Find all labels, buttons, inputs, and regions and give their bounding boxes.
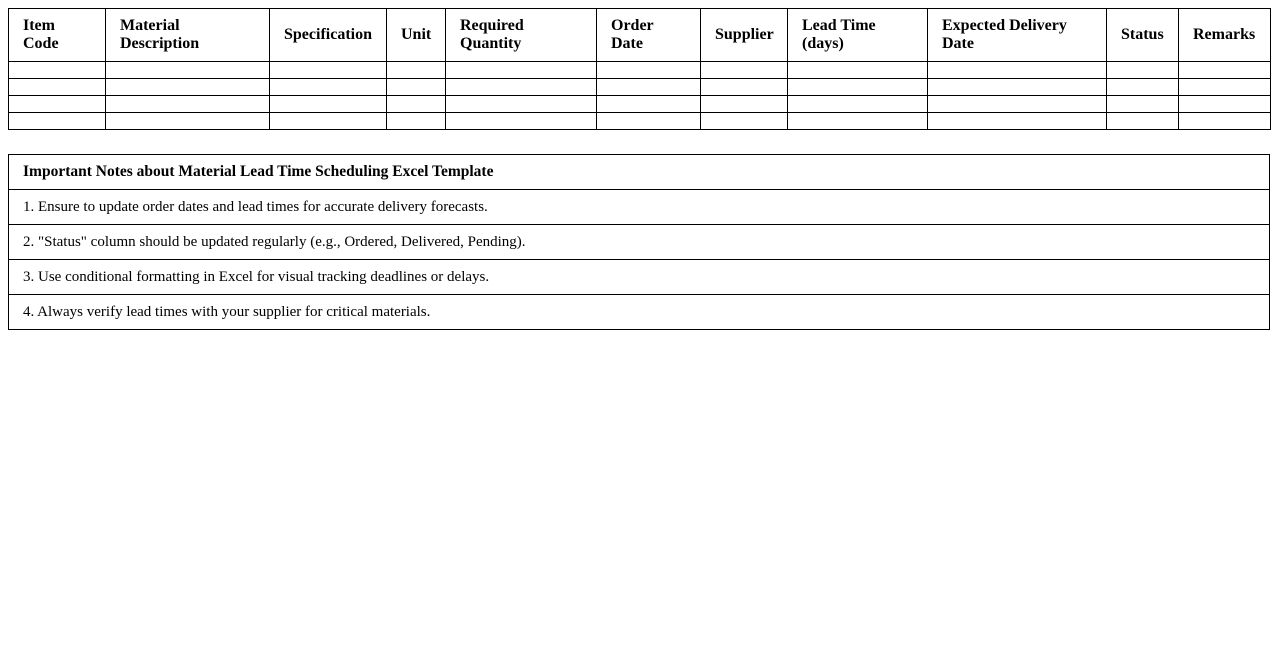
table-row: [9, 62, 1271, 79]
table-cell[interactable]: [1107, 79, 1179, 96]
table-row: [9, 113, 1271, 130]
table-cell[interactable]: [701, 62, 788, 79]
table-cell[interactable]: [270, 79, 387, 96]
table-cell[interactable]: [9, 113, 106, 130]
table-cell[interactable]: [270, 62, 387, 79]
col-header-supplier: Supplier: [701, 9, 788, 62]
table-cell[interactable]: [387, 113, 446, 130]
col-header-status: Status: [1107, 9, 1179, 62]
col-header-required-quantity: Required Quantity: [446, 9, 597, 62]
table-cell[interactable]: [788, 62, 928, 79]
table-cell[interactable]: [106, 62, 270, 79]
table-cell[interactable]: [106, 113, 270, 130]
lead-time-schedule-table: [8, 8, 1271, 130]
important-notes-table: [8, 154, 1270, 330]
table-cell[interactable]: [1179, 62, 1271, 79]
table-cell[interactable]: [9, 62, 106, 79]
table-cell[interactable]: [446, 113, 597, 130]
table-cell[interactable]: [701, 113, 788, 130]
table-row: [9, 79, 1271, 96]
table-row: [9, 96, 1271, 113]
table-cell[interactable]: [270, 113, 387, 130]
table-cell[interactable]: [446, 96, 597, 113]
table-cell[interactable]: [9, 96, 106, 113]
table-cell[interactable]: [788, 113, 928, 130]
note-row: [9, 295, 1270, 330]
table-cell[interactable]: [928, 113, 1107, 130]
table-cell[interactable]: [1107, 113, 1179, 130]
table-cell[interactable]: [597, 113, 701, 130]
note-item: 4. Always verify lead times with your supplier for critical materials.: [9, 295, 1270, 330]
note-item: 2. "Status" column should be updated regularly (e.g., Ordered, Delivered, Pending).: [9, 225, 1270, 260]
table-cell[interactable]: [270, 96, 387, 113]
table-cell[interactable]: [106, 96, 270, 113]
table-cell[interactable]: [928, 62, 1107, 79]
table-cell[interactable]: [387, 96, 446, 113]
col-header-order-date: Order Date: [597, 9, 701, 62]
col-header-item-code: Item Code: [9, 9, 106, 62]
table-cell[interactable]: [701, 96, 788, 113]
notes-title: Important Notes about Material Lead Time Scheduling Excel Template: [9, 155, 1270, 190]
table-cell[interactable]: [9, 79, 106, 96]
table-cell[interactable]: [597, 62, 701, 79]
table-cell[interactable]: [701, 79, 788, 96]
table-cell[interactable]: [387, 62, 446, 79]
table-cell[interactable]: [387, 79, 446, 96]
note-row: [9, 225, 1270, 260]
col-header-remarks: Remarks: [1179, 9, 1271, 62]
table-cell[interactable]: [1107, 96, 1179, 113]
table-cell[interactable]: [106, 79, 270, 96]
table-cell[interactable]: [928, 79, 1107, 96]
document-body: [8, 8, 1270, 330]
table-header-row: [9, 9, 1271, 62]
table-cell[interactable]: [1179, 79, 1271, 96]
table-cell[interactable]: [1179, 113, 1271, 130]
table-cell[interactable]: [597, 79, 701, 96]
table-cell[interactable]: [446, 62, 597, 79]
col-header-material-description: Material Description: [106, 9, 270, 62]
table-cell[interactable]: [928, 96, 1107, 113]
table-cell[interactable]: [788, 79, 928, 96]
col-header-specification: Specification: [270, 9, 387, 62]
col-header-unit: Unit: [387, 9, 446, 62]
note-item: 3. Use conditional formatting in Excel for visual tracking deadlines or delays.: [9, 260, 1270, 295]
note-row: [9, 260, 1270, 295]
table-body: [9, 62, 1271, 130]
table-cell[interactable]: [1107, 62, 1179, 79]
table-cell[interactable]: [1179, 96, 1271, 113]
col-header-expected-delivery-date: Expected Delivery Date: [928, 9, 1107, 62]
note-item: 1. Ensure to update order dates and lead times for accurate delivery forecasts.: [9, 190, 1270, 225]
note-row: [9, 190, 1270, 225]
col-header-lead-time: Lead Time (days): [788, 9, 928, 62]
table-cell[interactable]: [446, 79, 597, 96]
table-cell[interactable]: [597, 96, 701, 113]
table-cell[interactable]: [788, 96, 928, 113]
notes-title-row: [9, 155, 1270, 190]
